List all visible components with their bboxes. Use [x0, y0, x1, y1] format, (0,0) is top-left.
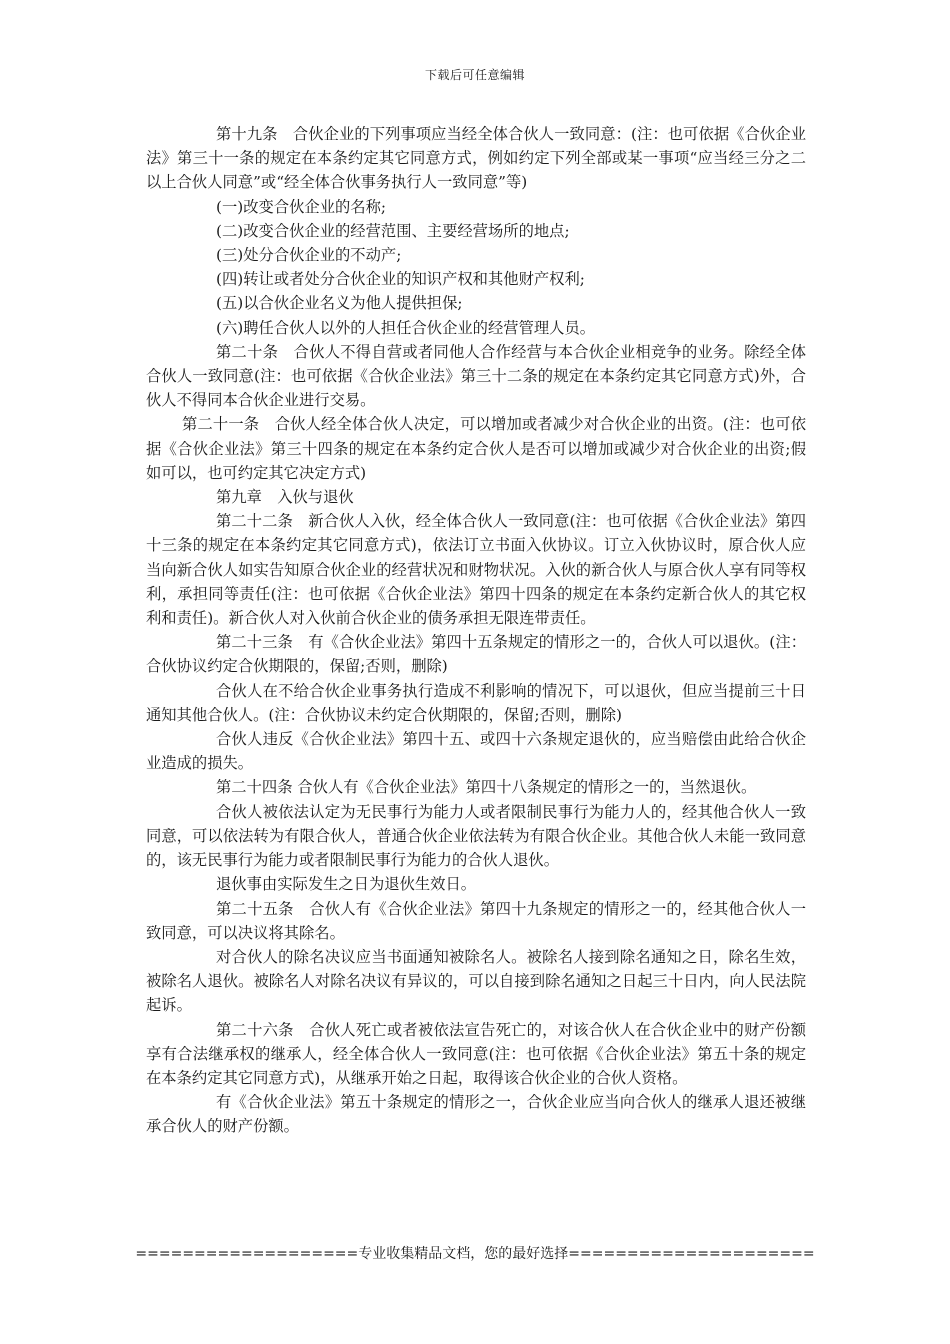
page-header: 下载后可任意编辑	[424, 68, 525, 82]
list-item-4: (四)转让或者处分合伙企业的知识产权和其他财产权利;	[216, 270, 585, 289]
list-item-5: (五)以合伙企业名义为他人提供担保;	[216, 294, 463, 313]
list-item-1: (一)改变合伙企业的名称;	[216, 197, 387, 216]
article-24-para-2: 合伙人被依法认定为无民事行为能力人或者限制民事行为能力人的，经其他合伙人一致同意，可以依法转为有限合伙人，普通合伙企业依法转为有限合伙企业。其他合伙人未能一致同意的，该无民事行为能力或者限制民事行为能力的合伙人退伙。	[146, 802, 806, 870]
article-23-para-3: 合伙人违反《合伙企业法》第四十五、或四十六条规定退伙的，应当赔偿由此给合伙企业造成的损失。	[146, 730, 806, 773]
article-20: 第二十条 合伙人不得自营或者同他人合作经营与本合伙企业相竞争的业务。除经全体合伙人一致同意(注：也可依据《合伙企业法》第三十二条的规定在本条约定其它同意方式)外，合伙人不得同本合伙企业进行交易。	[146, 342, 806, 410]
article-19: 第十九条 合伙企业的下列事项应当经全体合伙人一致同意：(注：也可依据《合伙企业法》第三十一条的规定在本条约定其它同意方式，例如约定下列全部或某一事项“应当经三分之二以上合伙人同意”或“经全体合伙事务执行人一致同意”等)	[146, 125, 806, 192]
article-21: 第二十一条 合伙人经全体合伙人决定，可以增加或者减少对合伙企业的出资。(注：也可依据《合伙企业法》第三十四条的规定在本条约定合伙人是否可以增加或减少对合伙企业的出资;假如可以，也可约定其它决定方式)	[146, 415, 806, 482]
article-22: 第二十二条 新合伙人入伙，经全体合伙人一致同意(注：也可依据《合伙企业法》第四十三条的规定在本条约定其它同意方式)，依法订立书面入伙协议。订立入伙协议时，原合伙人应当向新合伙人如实告知原合伙企业的经营状况和财物状况。入伙的新合伙人与原合伙人享有同等权利，承担同等责任(注：也可依据《合伙企业法》第四十四条的规定在本条约定新合伙人的其它权利和责任)。新合伙人对入伙前合伙企业的债务承担无限连带责任。	[146, 512, 806, 628]
article-24-para-3: 退伙事由实际发生之日为退伙生效日。	[216, 875, 477, 894]
article-24: 第二十四条 合伙人有《合伙企业法》第四十八条规定的情形之一的，当然退伙。	[216, 778, 757, 797]
article-25: 第二十五条 合伙人有《合伙企业法》第四十九条规定的情形之一的，经其他合伙人一致同意，可以决议将其除名。	[146, 899, 806, 942]
article-25-para-2: 对合伙人的除名决议应当书面通知被除名人。被除名人接到除名通知之日，除名生效，被除名人退伙。被除名人对除名决议有异议的，可以自接到除名通知之日起三十日内，向人民法院起诉。	[146, 947, 806, 1015]
article-26: 第二十六条 合伙人死亡或者被依法宣告死亡的，对该合伙人在合伙企业中的财产份额享有合法继承权的继承人，经全体合伙人一致同意(注：也可依据《合伙企业法》第五十条的规定在本条约定其它同意方式)，从继承开始之日起，取得该合伙企业的合伙人资格。	[146, 1020, 806, 1087]
list-item-6: (六)聘任合伙人以外的人担任合伙企业的经营管理人员。	[216, 318, 596, 337]
document-body	[146, 122, 806, 1139]
page-footer: ===================专业收集精品文档，您的最好选择=====================	[135, 1246, 815, 1262]
chapter-9-heading: 第九章 入伙与退伙	[216, 488, 354, 507]
article-23: 第二十三条 有《合伙企业法》第四十五条规定的情形之一的，合伙人可以退伙。(注：合伙协议约定合伙期限的，保留;否则，删除)	[146, 633, 806, 676]
article-26-para-2: 有《合伙企业法》第五十条规定的情形之一，合伙企业应当向合伙人的继承人退还被继承合伙人的财产份额。	[146, 1093, 806, 1136]
list-item-3: (三)处分合伙企业的不动产;	[216, 246, 402, 265]
article-23-para-2: 合伙人在不给合伙企业事务执行造成不利影响的情况下，可以退伙，但应当提前三十日通知其他合伙人。(注：合伙协议未约定合伙期限的，保留;否则，删除)	[146, 681, 806, 724]
list-item-2: (二)改变合伙企业的经营范围、主要经营场所的地点;	[216, 221, 570, 240]
